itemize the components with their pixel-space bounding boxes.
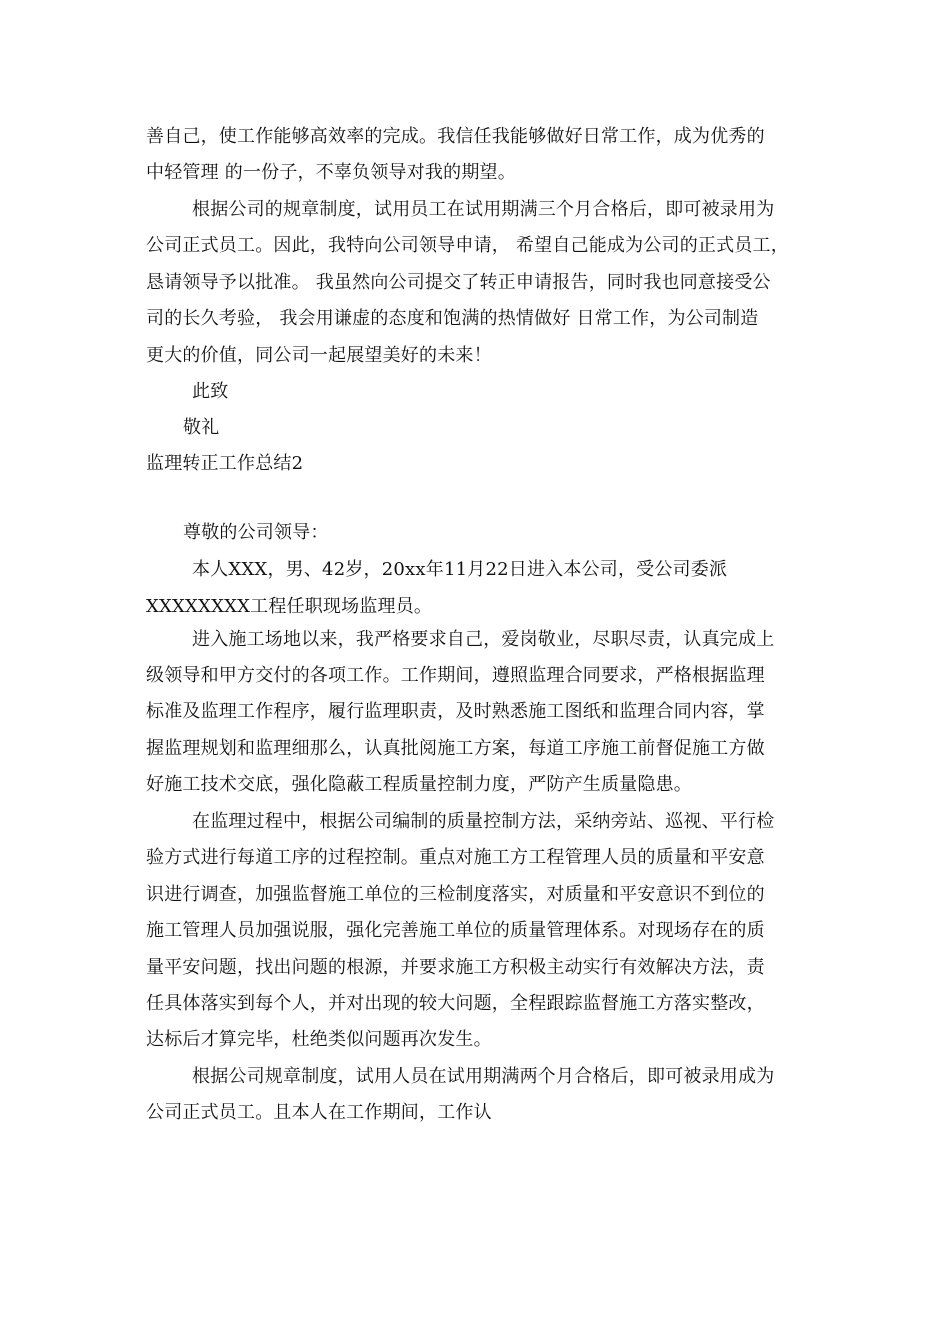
text-line: 任具体落实到每个人，并对出现的较大问题，全程跟踪监督施工方落实整改， (146, 993, 765, 1014)
text-line: 验方式进行每道工序的过程控制。重点对施工方工程管理人员的质量和平安意 (146, 847, 765, 868)
text-line: 量平安问题，找出问题的根源，并要求施工方积极主动实行有效解决方法，责 (146, 957, 765, 978)
text-line: 善自己，使工作能够高效率的完成。我信任我能够做好日常工作，成为优秀的 (146, 126, 765, 147)
text-line: 识进行调查，加强监督施工单位的三检制度落实，对质量和平安意识不到位的 (146, 884, 765, 905)
text-line: XXXXXXXX工程任职现场监理员。 (146, 596, 433, 617)
paragraph-line: 根据公司的规章制度，试用员工在试用期满三个月合格后，即可被录用为 (192, 199, 775, 220)
paragraph-line: 进入施工场地以来，我严格要求自己，爱岗敬业，尽职尽责，认真完成上 (192, 629, 775, 650)
closing-line: 此致 (192, 381, 229, 402)
greeting-line: 尊敬的公司领导： (183, 522, 329, 543)
paragraph-line: 本人XXX，男、42岁，20xx年11月22日进入本公司，受公司委派 (192, 559, 728, 580)
text-line: 施工管理人员加强说服，强化完善施工单位的质量管理体系。对现场存在的质 (146, 920, 765, 941)
section-title: 监理转正工作总结2 (146, 453, 304, 474)
paragraph-line: 根据公司规章制度，试用人员在试用期满两个月合格后，即可被录用成为 (192, 1066, 775, 1087)
text-line: 达标后才算完毕，杜绝类似问题再次发生。 (146, 1029, 492, 1050)
paragraph-line: 在监理过程中，根据公司编制的质量控制方法，采纳旁站、巡视、平行检 (192, 811, 775, 832)
text-line: 公司正式员工。因此，我特向公司领导申请， 希望自己能成为公司的正式员工， (146, 235, 789, 256)
text-line: 级领导和甲方交付的各项工作。工作期间，遵照监理合同要求，严格根据监理 (146, 665, 765, 686)
text-line: 好施工技术交底，强化隐蔽工程质量控制力度，严防产生质量隐患。 (146, 774, 692, 795)
salutation-line: 敬礼 (183, 417, 220, 438)
text-line: 司的长久考验， 我会用谦虚的态度和饱满的热情做好 日常工作，为公司制造 (146, 308, 759, 329)
text-line: 标准及监理工作程序，履行监理职责，及时熟悉施工图纸和监理合同内容，掌 (146, 701, 765, 722)
text-line: 更大的价值，同公司一起展望美好的未来！ (146, 345, 492, 366)
text-line: 中轻管理 的一份子，不辜负领导对我的期望。 (146, 162, 516, 183)
text-line: 恳请领导予以批准。 我虽然向公司提交了转正申请报告，同时我也同意接受公 (146, 272, 771, 293)
text-line: 公司正式员工。且本人在工作期间，工作认 (146, 1102, 492, 1123)
text-line: 握监理规划和监理细那么，认真批阅施工方案，每道工序施工前督促施工方做 (146, 738, 765, 759)
